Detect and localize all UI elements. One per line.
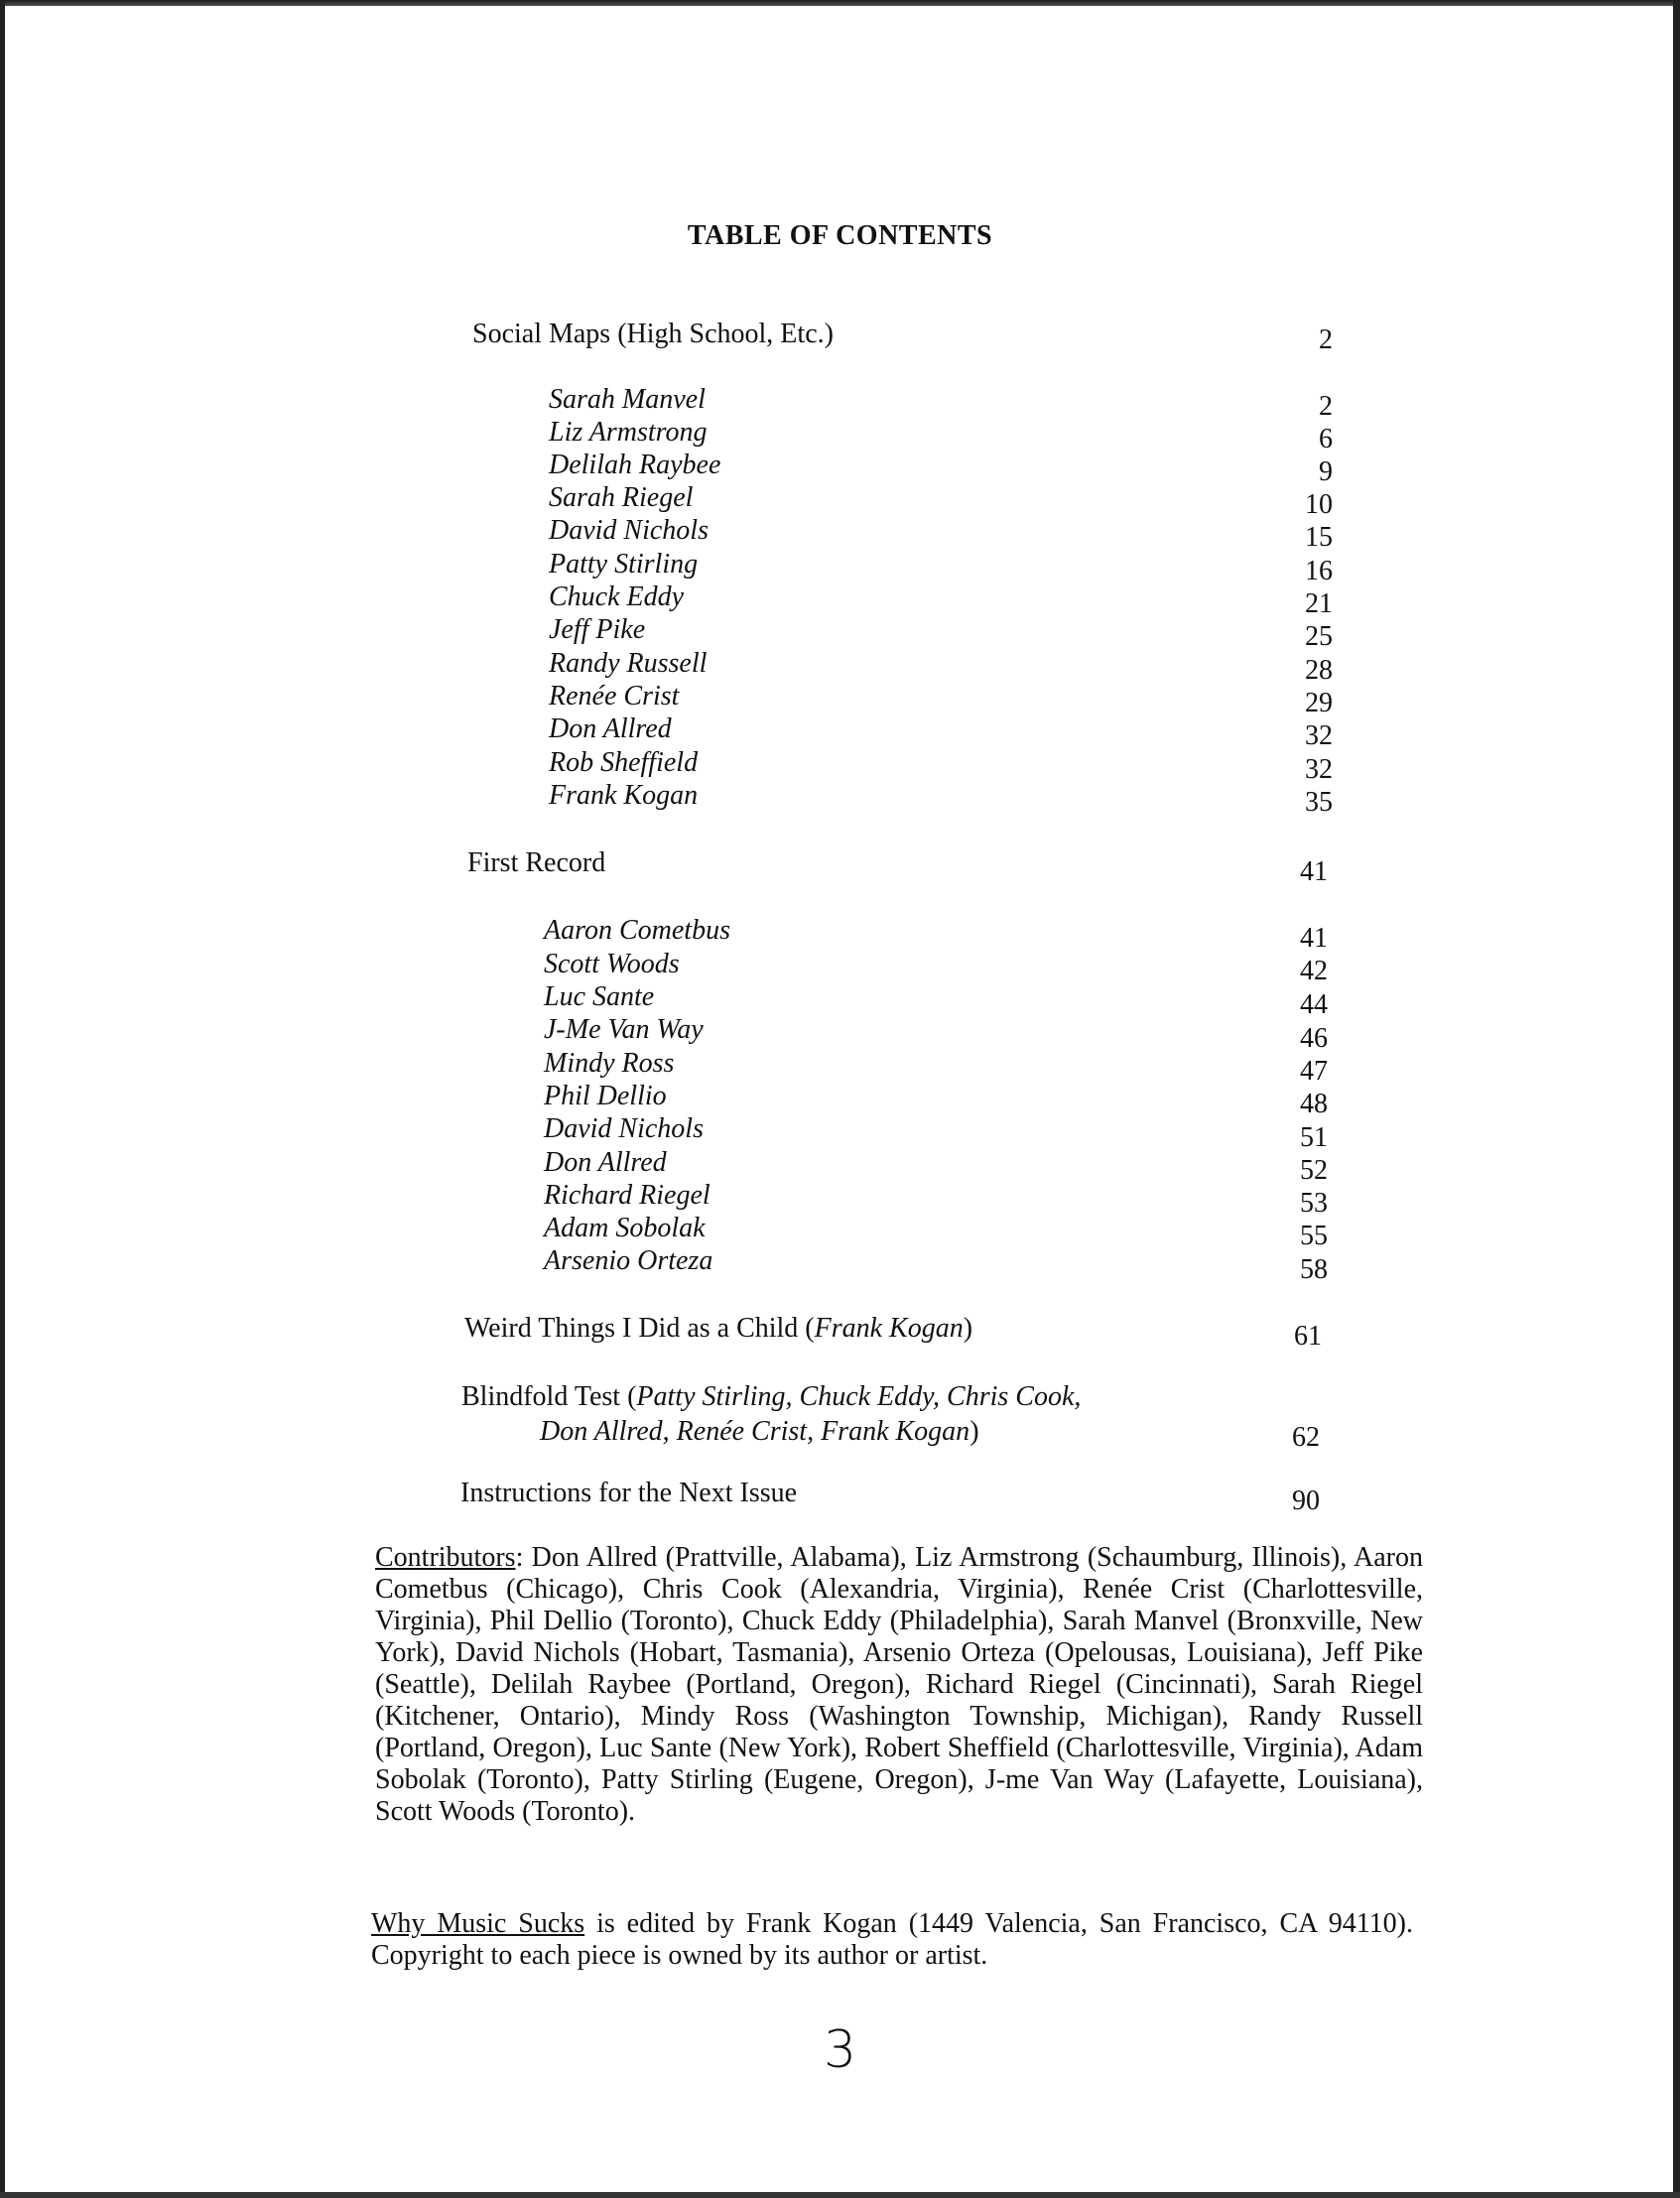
toc-blindfold-line1 — [461, 1380, 1081, 1414]
weird-things-title: Weird Things I Did as a Child ( — [464, 1313, 815, 1344]
toc-entry-name: Sarah Riegel — [549, 482, 694, 513]
toc-entry-page: 35 — [1305, 787, 1333, 818]
toc-entry-page: 15 — [1305, 522, 1333, 553]
toc-entry-page: 48 — [1300, 1089, 1328, 1119]
scan-edge-right — [1673, 0, 1680, 2198]
toc-weird-things — [464, 1312, 972, 1346]
toc-entry-name: Don Allred — [549, 713, 672, 744]
section-page-first-record: 41 — [1300, 856, 1328, 887]
contributors-text: : Don Allred (Prattville, Alabama), Liz Armstrong (Schaumburg, Illinois), Aaron Cometbus (Chicago), Chris Cook (Alexandria, Virginia), Renée Crist (Charlottesville, Virginia), Phil Dellio (Toronto), Chuck Eddy (Philadelphia), Sarah Manvel (Bronxville, New York), David Nichols (Hobart, Tasmania), Arsenio Orteza (Opelousas, Louisiana), Jeff Pike (Seattle), Delilah Raybee (Portland, Oregon), Richard Riegel (Cincinnati), Sarah Riegel (Kitchener, Ontario), Mindy Ross (Washington Township, Michigan), Randy Russell (Portland, Oregon), Luc Sante (New York), Robert Sheffield (Charlottesville, Virginia), Adam Sobolak (Toronto), Patty Stirling (Eugene, Oregon), J-me Van Way (Lafayette, Louisiana), Scott Woods (Toronto). — [375, 1542, 1423, 1827]
toc-entry-page: 6 — [1319, 424, 1333, 454]
blindfold-close: ) — [969, 1416, 979, 1447]
toc-entry-name: Rob Sheffield — [549, 747, 699, 778]
toc-entry-name: Liz Armstrong — [549, 417, 708, 448]
toc-entry-name: David Nichols — [544, 1113, 704, 1144]
toc-instructions: Instructions for the Next Issue — [460, 1478, 798, 1508]
toc-entry-page: 42 — [1300, 956, 1328, 986]
toc-blindfold-page: 62 — [1292, 1422, 1320, 1453]
toc-entry-page: 2 — [1319, 391, 1333, 422]
scan-edge-left — [0, 0, 5, 2198]
toc-blindfold-line2 — [540, 1415, 979, 1449]
section-heading-first-record: First Record — [467, 847, 606, 878]
section-heading-social-maps: Social Maps (High School, Etc.) — [472, 319, 834, 349]
toc-entry-page: 9 — [1319, 456, 1333, 487]
toc-entry-page: 58 — [1300, 1254, 1328, 1285]
toc-entry-name: Delilah Raybee — [549, 450, 721, 480]
weird-things-author: Frank Kogan — [814, 1313, 964, 1344]
toc-entry-page: 29 — [1305, 688, 1333, 718]
section-page-social-maps: 2 — [1319, 324, 1333, 355]
toc-entry-name: Patty Stirling — [549, 549, 699, 580]
toc-entry-page: 46 — [1300, 1023, 1328, 1054]
contributors-paragraph — [375, 1542, 1423, 1828]
toc-entry-name: Chuck Eddy — [549, 582, 685, 612]
toc-entry-page: 47 — [1300, 1056, 1328, 1087]
colophon-paragraph — [371, 1908, 1413, 1972]
toc-entry-name: Jeff Pike — [549, 614, 646, 645]
blindfold-authors-2: Don Allred, Renée Crist, Frank Kogan — [540, 1416, 970, 1447]
toc-entry-page: 44 — [1300, 989, 1328, 1020]
scan-edge-bottom — [0, 2192, 1680, 2198]
scan-edge-top — [0, 0, 1680, 6]
toc-entry-name: Adam Sobolak — [544, 1213, 706, 1243]
toc-entry-name: Luc Sante — [544, 981, 655, 1012]
toc-entry-page: 51 — [1300, 1122, 1328, 1153]
toc-entry-page: 21 — [1305, 588, 1333, 619]
toc-entry-name: Arsenio Orteza — [544, 1245, 713, 1276]
toc-weird-things-page: 61 — [1294, 1321, 1322, 1352]
blindfold-title: Blindfold Test ( — [461, 1381, 637, 1412]
toc-entry-page: 28 — [1305, 655, 1333, 686]
toc-entry-name: Don Allred — [544, 1147, 667, 1178]
colophon-title: Why Music Sucks — [371, 1908, 585, 1939]
toc-entry-name: Mindy Ross — [544, 1048, 675, 1079]
blindfold-authors-1: Patty Stirling, Chuck Eddy, Chris Cook, — [636, 1381, 1082, 1412]
toc-entry-page: 53 — [1300, 1188, 1328, 1219]
toc-entry-page: 25 — [1305, 621, 1333, 652]
toc-entry-page: 32 — [1305, 754, 1333, 785]
toc-entry-name: Frank Kogan — [549, 780, 699, 811]
toc-entry-name: David Nichols — [549, 515, 709, 546]
toc-entry-name: Scott Woods — [544, 949, 680, 979]
toc-entry-page: 55 — [1300, 1221, 1328, 1251]
toc-entry-page: 32 — [1305, 720, 1333, 751]
toc-entry-page: 41 — [1300, 923, 1328, 954]
toc-entry-name: Phil Dellio — [544, 1081, 667, 1111]
toc-entry-name: Renée Crist — [549, 681, 680, 711]
toc-entry-page: 52 — [1300, 1155, 1328, 1186]
toc-entry-page: 10 — [1305, 489, 1333, 520]
colophon-text: is edited by Frank Kogan (1449 Valencia, San Francisco, CA 94110). Copyright to each piece is owned by its author or artist. — [371, 1908, 1413, 1971]
toc-entry-page: 16 — [1305, 556, 1333, 586]
toc-entry-name: J-Me Van Way — [544, 1014, 704, 1045]
page-title: TABLE OF CONTENTS — [687, 220, 993, 251]
toc-instructions-page: 90 — [1292, 1486, 1320, 1516]
contributors-label: Contributors — [375, 1542, 516, 1573]
weird-things-close: ) — [963, 1313, 973, 1344]
toc-entry-name: Sarah Manvel — [549, 384, 706, 415]
toc-entry-name: Richard Riegel — [544, 1180, 711, 1211]
toc-entry-name: Aaron Cometbus — [544, 915, 730, 946]
page-number: 3 — [823, 2020, 857, 2080]
toc-entry-name: Randy Russell — [549, 648, 708, 679]
